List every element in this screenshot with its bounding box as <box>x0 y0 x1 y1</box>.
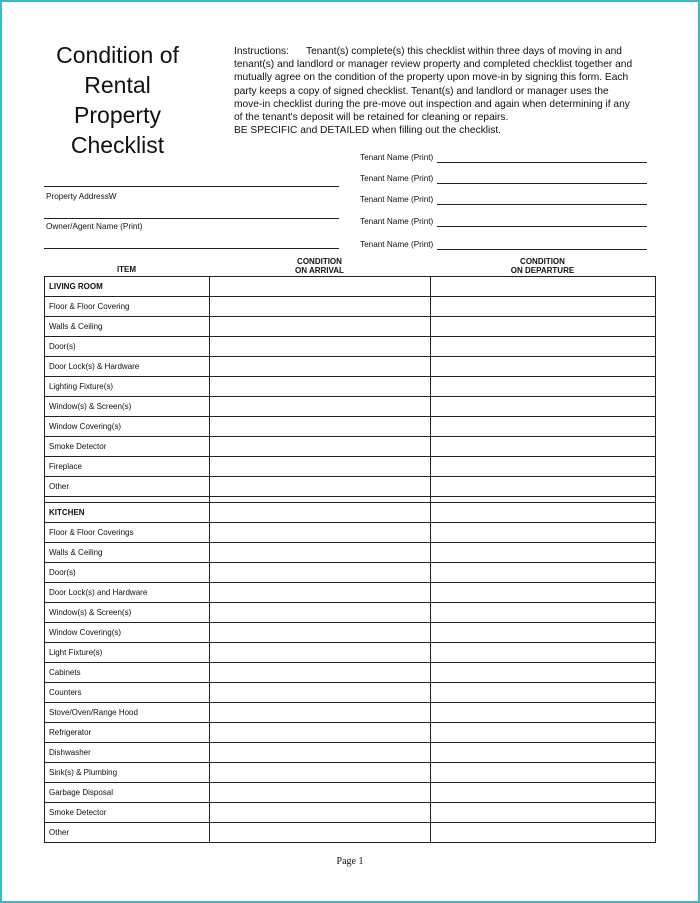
departure-cell[interactable] <box>431 563 656 583</box>
departure-cell[interactable] <box>431 823 656 843</box>
signature-line <box>437 226 647 227</box>
item-name: Floor & Floor Coverings <box>45 523 210 543</box>
table-row <box>45 357 656 377</box>
arrival-cell[interactable] <box>210 583 431 603</box>
column-header-arrival <box>209 257 430 275</box>
item-name: Smoke Detector <box>45 437 210 457</box>
table-row <box>45 583 656 603</box>
title-line: Property <box>74 102 161 128</box>
item-name: Cabinets <box>45 663 210 683</box>
arrival-cell[interactable] <box>210 397 431 417</box>
owner-agent-label: Owner/Agent Name (Print) <box>46 222 143 231</box>
instructions-line: Tenant(s) complete(s) this checklist within three days of moving in and <box>306 46 622 57</box>
item-name: Refrigerator <box>45 723 210 743</box>
item-name: Floor & Floor Covering <box>45 297 210 317</box>
instructions <box>234 45 654 137</box>
column-header-text: ITEM <box>116 265 137 274</box>
departure-cell[interactable] <box>431 763 656 783</box>
signature-line <box>437 183 647 184</box>
item-name: Other <box>45 823 210 843</box>
departure-cell[interactable] <box>431 783 656 803</box>
property-address-label: Property AddressW <box>46 192 117 201</box>
section-name: LIVING ROOM <box>45 277 210 297</box>
tenant-name-label: Tenant Name (Print) <box>360 153 434 162</box>
departure-cell[interactable] <box>431 277 656 297</box>
item-name: Sink(s) & Plumbing <box>45 763 210 783</box>
departure-cell[interactable] <box>431 377 656 397</box>
item-name: Window Covering(s) <box>45 417 210 437</box>
item-name: Window(s) & Screen(s) <box>45 603 210 623</box>
table-row <box>45 477 656 497</box>
checklist-body <box>45 277 656 843</box>
arrival-cell[interactable] <box>210 703 431 723</box>
title-line: Condition of <box>56 42 179 68</box>
tenant-name-label: Tenant Name (Print) <box>360 217 434 226</box>
item-name: Dishwasher <box>45 743 210 763</box>
form-title <box>40 40 195 160</box>
item-name: Lighting Fixture(s) <box>45 377 210 397</box>
instructions-line: move-in checklist during the pre-move out inspection and again when determining if any <box>234 98 630 110</box>
arrival-cell[interactable] <box>210 337 431 357</box>
table-row <box>45 723 656 743</box>
table-row <box>45 703 656 723</box>
arrival-cell[interactable] <box>210 277 431 297</box>
departure-cell[interactable] <box>431 683 656 703</box>
table-row <box>45 643 656 663</box>
departure-cell[interactable] <box>431 703 656 723</box>
departure-cell[interactable] <box>431 437 656 457</box>
departure-cell[interactable] <box>431 803 656 823</box>
table-row <box>45 563 656 583</box>
table-row <box>45 623 656 643</box>
table-row <box>45 543 656 563</box>
item-name: Light Fixture(s) <box>45 643 210 663</box>
item-name: Door(s) <box>45 337 210 357</box>
item-name: Window Covering(s) <box>45 623 210 643</box>
departure-cell[interactable] <box>431 317 656 337</box>
arrival-cell[interactable] <box>210 377 431 397</box>
arrival-cell[interactable] <box>210 603 431 623</box>
departure-cell[interactable] <box>431 503 656 523</box>
instructions-line: party keeps a copy of signed checklist. Tenant(s) and landlord or manager uses the <box>234 85 609 97</box>
arrival-cell[interactable] <box>210 543 431 563</box>
arrival-cell[interactable] <box>210 783 431 803</box>
departure-cell[interactable] <box>431 297 656 317</box>
tenant-name-field[interactable] <box>360 240 650 252</box>
departure-cell[interactable] <box>431 357 656 377</box>
table-row <box>45 297 656 317</box>
item-name: Door Lock(s) & Hardware <box>45 357 210 377</box>
table-row <box>45 603 656 623</box>
table-row <box>45 437 656 457</box>
item-name: Walls & Ceiling <box>45 317 210 337</box>
departure-cell[interactable] <box>431 623 656 643</box>
arrival-cell[interactable] <box>210 317 431 337</box>
tenant-name-label: Tenant Name (Print) <box>360 240 434 249</box>
table-row <box>45 317 656 337</box>
departure-cell[interactable] <box>431 663 656 683</box>
item-name: Counters <box>45 683 210 703</box>
instructions-line: of the tenant's deposit will be retained for cleaning or repairs. <box>234 112 509 124</box>
tenant-name-field[interactable] <box>360 195 650 207</box>
arrival-cell[interactable] <box>210 823 431 843</box>
arrival-cell[interactable] <box>210 417 431 437</box>
departure-cell[interactable] <box>431 523 656 543</box>
column-header-text: CONDITION <box>297 257 342 266</box>
title-line: Checklist <box>70 132 165 158</box>
departure-cell[interactable] <box>431 583 656 603</box>
table-row <box>45 763 656 783</box>
departure-cell[interactable] <box>431 743 656 763</box>
departure-cell[interactable] <box>431 603 656 623</box>
item-name: Stove/Oven/Range Hood <box>45 703 210 723</box>
section-header-row <box>45 503 656 523</box>
table-row <box>45 783 656 803</box>
title-line: Rental <box>84 72 151 98</box>
arrival-cell[interactable] <box>210 803 431 823</box>
arrival-cell[interactable] <box>210 357 431 377</box>
property-address-line[interactable] <box>44 218 339 219</box>
table-row <box>45 397 656 417</box>
owner-agent-line[interactable] <box>44 248 339 249</box>
signature-line <box>437 204 647 205</box>
table-row <box>45 417 656 437</box>
arrival-cell[interactable] <box>210 503 431 523</box>
tenant-name-field[interactable] <box>360 174 650 186</box>
departure-cell[interactable] <box>431 397 656 417</box>
table-row <box>45 823 656 843</box>
instructions-emphasis: BE SPECIFIC and DETAILED when filling out the checklist. <box>234 125 502 137</box>
departure-cell[interactable] <box>431 457 656 477</box>
column-header-text: ON DEPARTURE <box>510 266 575 275</box>
tenant-name-field[interactable] <box>360 217 650 229</box>
item-name: Other <box>45 477 210 497</box>
arrival-cell[interactable] <box>210 477 431 497</box>
item-name: Door(s) <box>45 563 210 583</box>
checklist-table <box>44 276 656 843</box>
instructions-line: mutually agree on the condition of the property upon move-in by signing this form. Each <box>234 72 629 84</box>
instructions-line: tenant(s) and landlord or manager review property and completed checklist together and <box>234 59 633 71</box>
table-row <box>45 803 656 823</box>
arrival-cell[interactable] <box>210 623 431 643</box>
tenant-name-label: Tenant Name (Print) <box>360 174 434 183</box>
departure-cell[interactable] <box>431 543 656 563</box>
table-row <box>45 457 656 477</box>
column-header-text: CONDITION <box>520 257 565 266</box>
arrival-cell[interactable] <box>210 437 431 457</box>
table-row <box>45 683 656 703</box>
arrival-cell[interactable] <box>210 563 431 583</box>
arrival-cell[interactable] <box>210 723 431 743</box>
departure-cell[interactable] <box>431 337 656 357</box>
tenant-name-label: Tenant Name (Print) <box>360 195 434 204</box>
arrival-cell[interactable] <box>210 663 431 683</box>
departure-cell[interactable] <box>431 417 656 437</box>
item-name: Window(s) & Screen(s) <box>45 397 210 417</box>
arrival-cell[interactable] <box>210 683 431 703</box>
table-row <box>45 743 656 763</box>
item-name: Garbage Disposal <box>45 783 210 803</box>
page-number: Page 1 <box>336 856 364 867</box>
column-header-departure <box>430 257 655 275</box>
item-name: Door Lock(s) and Hardware <box>45 583 210 603</box>
item-name: Fireplace <box>45 457 210 477</box>
instructions-lead: Instructions: <box>234 46 289 57</box>
table-row <box>45 663 656 683</box>
departure-cell[interactable] <box>431 723 656 743</box>
arrival-cell[interactable] <box>210 523 431 543</box>
signature-line <box>437 162 647 163</box>
divider-line <box>44 186 339 187</box>
arrival-cell[interactable] <box>210 743 431 763</box>
item-name: Walls & Ceiling <box>45 543 210 563</box>
arrival-cell[interactable] <box>210 297 431 317</box>
tenant-name-field[interactable] <box>360 153 650 165</box>
arrival-cell[interactable] <box>210 457 431 477</box>
arrival-cell[interactable] <box>210 643 431 663</box>
departure-cell[interactable] <box>431 643 656 663</box>
table-row <box>45 337 656 357</box>
departure-cell[interactable] <box>431 477 656 497</box>
column-header-text: ON ARRIVAL <box>295 266 344 275</box>
table-row <box>45 523 656 543</box>
table-row <box>45 377 656 397</box>
column-header-item <box>44 265 209 274</box>
arrival-cell[interactable] <box>210 763 431 783</box>
signature-line <box>437 249 647 250</box>
section-header-row <box>45 277 656 297</box>
section-name: KITCHEN <box>45 503 210 523</box>
item-name: Smoke Detector <box>45 803 210 823</box>
